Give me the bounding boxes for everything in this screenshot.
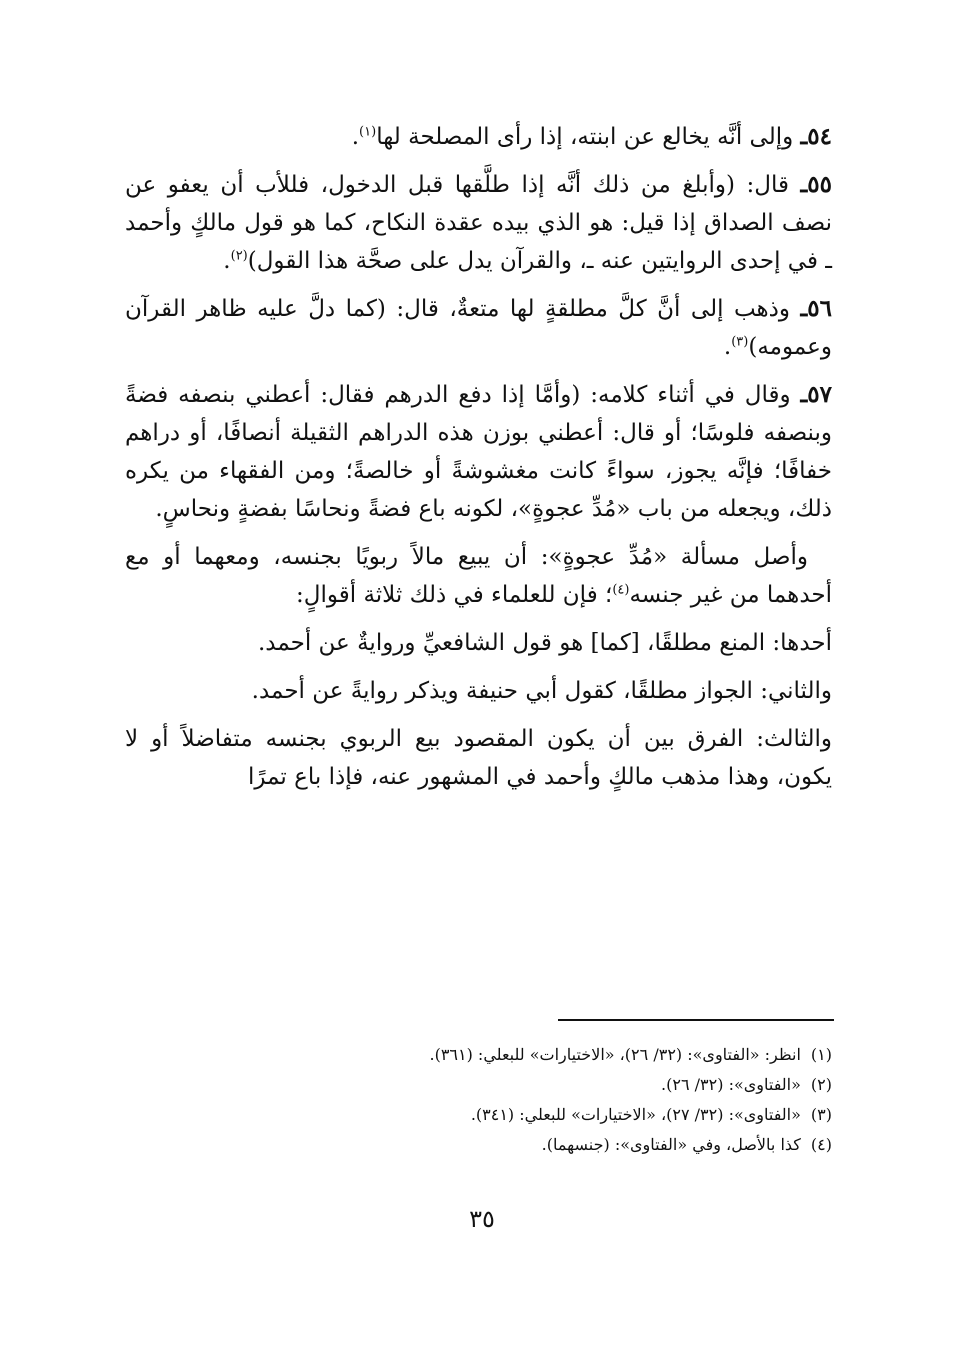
footnote-text: كذا بالأصل، وفي «الفتاوى»: (جنسهما). [541,1135,801,1154]
footnote-divider [558,1019,834,1021]
paragraph-tail: . [351,124,360,150]
paragraph-text: وأصل مسألة «مُدِّ عجوةٍ»: أن يبيع مالاً ربويًا بجنسه، ومعهما أو مع أحدهما من غير جنسه [125,544,832,608]
footnote-2 [125,1070,832,1100]
footnote-text: «الفتاوى»: (٣٢/ ٢٦). [661,1075,801,1094]
paragraph-number: ٥٤ـ [800,123,832,150]
paragraph-asl [125,538,832,614]
paragraph-number: ٥٧ـ [800,381,832,408]
footnotes [125,1040,832,1160]
paragraph-tail: . [223,248,231,274]
paragraph-57 [125,376,832,528]
footnote-1 [125,1040,832,1070]
paragraph-text: وإلى أنَّه يخالع عن ابنته، إذا رأى المصلحة لها [376,124,801,150]
footnote-text: «الفتاوى»: (٣٢/ ٢٧)، «الاختيارات» للبعلي: (٣٤١). [470,1105,801,1124]
footnote-number: (٢) [810,1075,832,1094]
paragraph-tail: . [723,334,732,360]
paragraph-second-opinion: والثاني: الجواز مطلقًا، كقول أبي حنيفة ويذكر روايةً عن أحمد. [251,678,832,704]
footnote-number: (٤) [810,1135,832,1154]
paragraph-55 [125,166,832,280]
footnote-4 [125,1130,832,1160]
footnote-ref[interactable]: (١) [359,124,377,140]
paragraph-56 [125,290,832,366]
paragraph-text: ؛ فإن للعلماء في ذلك ثلاثة أقوالٍ: [296,582,613,608]
paragraph-third-opinion: والثالث: الفرق بين أن يكون المقصود بيع الربوي بجنسه متفاضلاً أو لا يكون، وهذا مذهب مالكٍ وأحمد في المشهور عنه، فإذا باع تمرًا [125,726,832,790]
paragraph-54 [125,118,832,156]
paragraph-text: وقال في أثناء كلامه: (وأمَّا إذا دفع الدرهم فقال: أعطني بنصفه فضةً وبنصفه فلوسًا؛ أو قال: أعطني بوزن هذه الدراهم الثقيلة أنصافًا، أو دراهم خفافًا؛ فإنَّه يجوز، سواءً كانت مغشوشةً أو خالصةً؛ ومن الفقهاء من يكره ذلك، ويجعله من باب «مُدِّ عجوةٍ»، لكونه باع فضةً ونحاسًا بفضةٍ ونحاسٍ. [125,382,832,522]
main-text [125,118,832,806]
paragraph-number: ٥٥ـ [800,171,832,198]
page-number: ٣٥ [469,1205,495,1233]
paragraph-first-opinion: أحدها: المنع مطلقًا، [كما] هو قول الشافعيِّ وروايةٌ عن أحمد. [257,630,832,656]
footnote-ref[interactable]: (٢) [230,248,248,264]
footnote-ref[interactable]: (٣) [731,334,749,350]
paragraph-text: قال: (وأبلغ من ذلك أنَّه إذا طلَّقها قبل الدخول، فللأب أن يعفو عن نصف الصداق إذا قيل: هو الذي بيده عقدة النكاح، كما هو قول مالكٍ وأحمد ـ في إحدى الروايتين عنه ـ، والقرآن يدل على صحَّة هذا القول) [125,172,832,274]
footnote-number: (٣) [810,1105,832,1124]
footnote-ref[interactable]: (٤) [612,582,630,598]
footnote-3 [125,1100,832,1130]
footnote-text: انظر: «الفتاوى»: (٣٢/ ٢٦)، «الاختيارات» للبعلي: (٣٦١). [429,1045,801,1064]
paragraph-text: وذهب إلى أنَّ كلَّ مطلقةٍ لها متعةٌ، قال: (كما دلَّ عليه ظاهر القرآن وعمومه) [125,296,832,360]
paragraph-number: ٥٦ـ [800,295,832,322]
footnote-number: (١) [810,1045,832,1064]
